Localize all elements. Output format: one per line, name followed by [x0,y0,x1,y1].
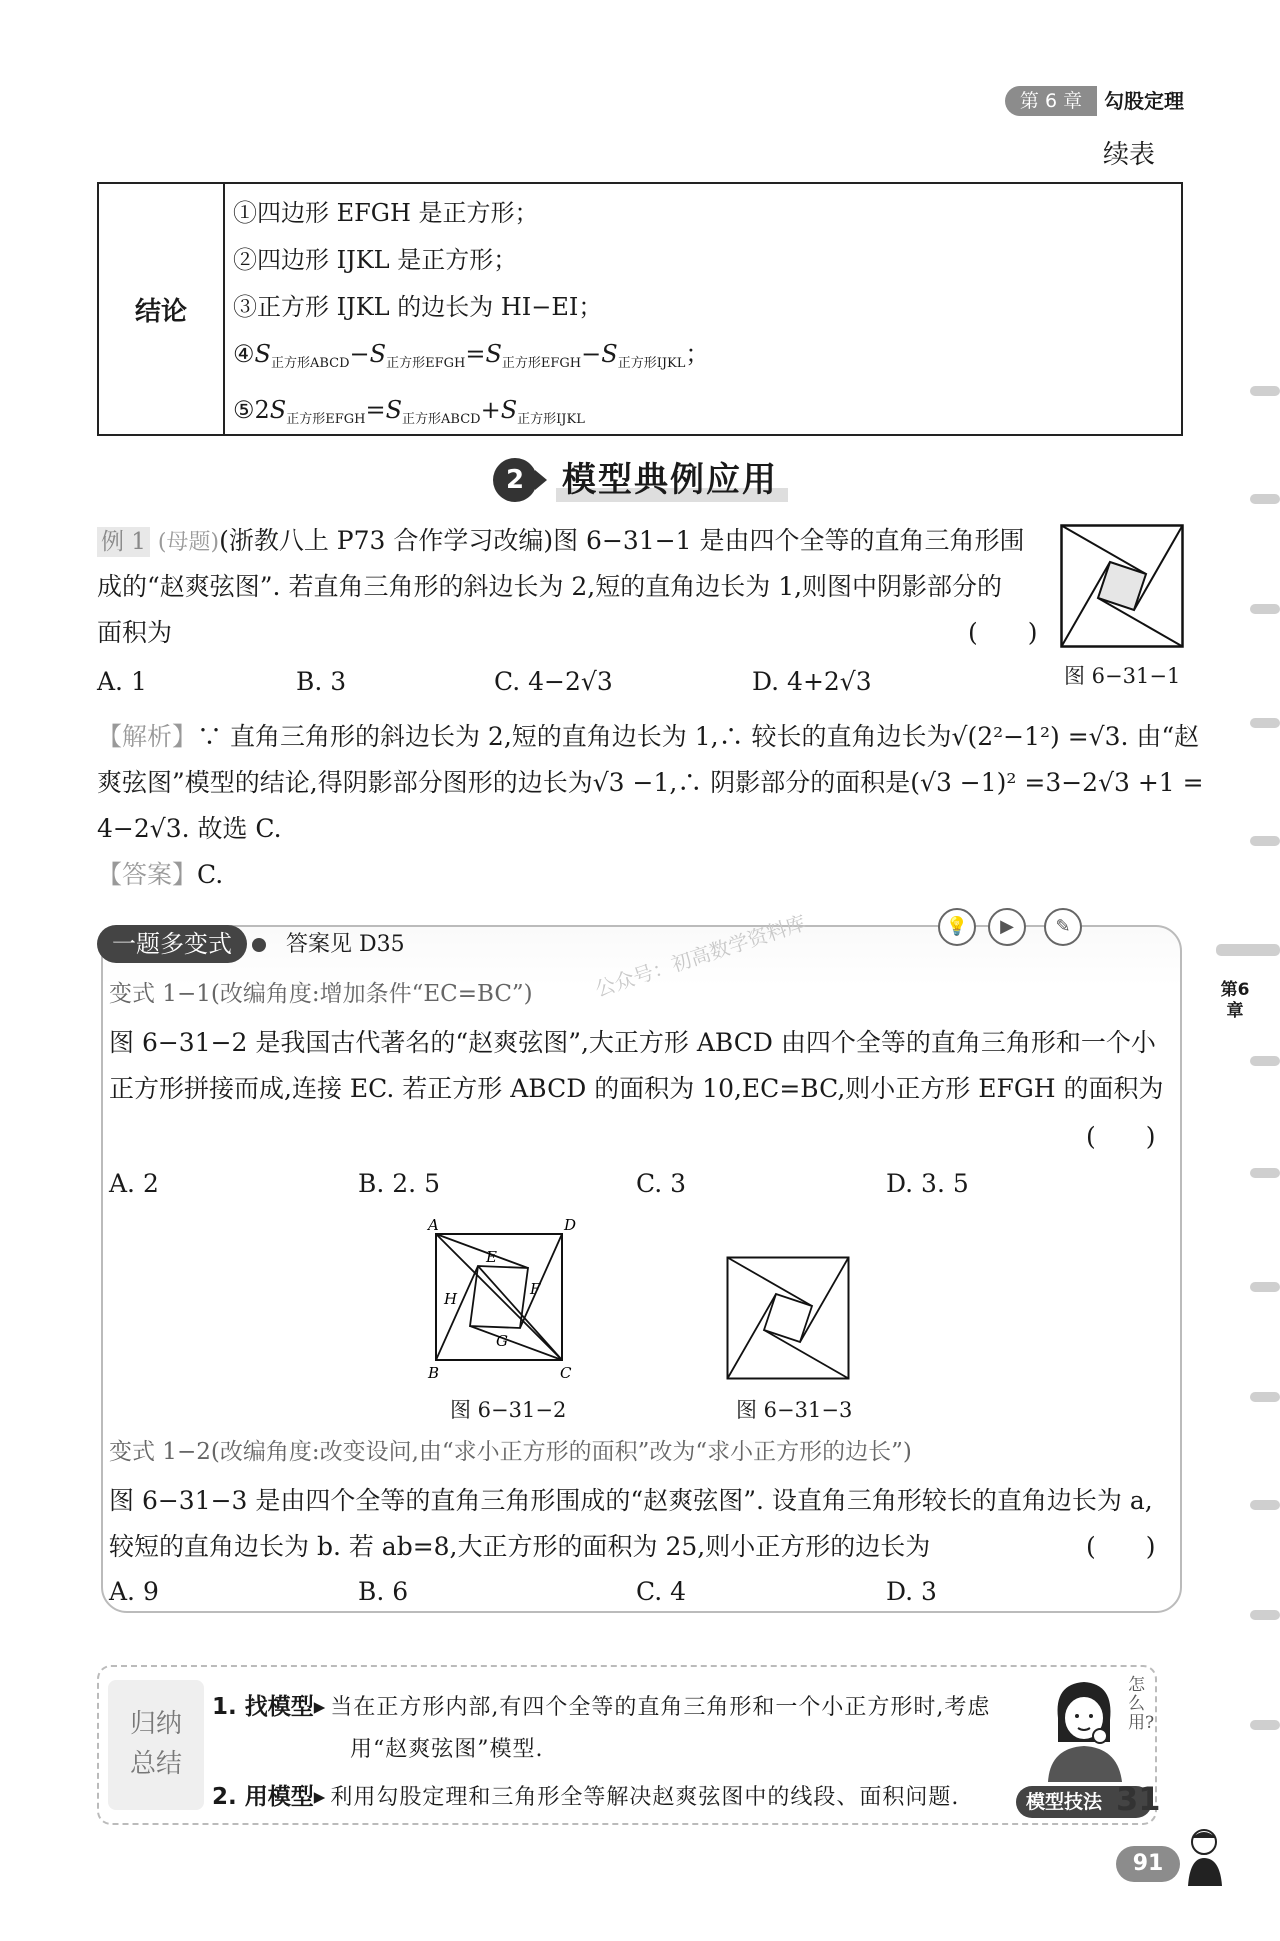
figure-6-31-2-caption: 图 6−31−2 [450,1398,567,1422]
example-choice-c: C. 4−2√3 [494,667,613,696]
example-tag: 例 1 [97,527,150,557]
variant-1-2-line-2: 较短的直角边长为 b. 若 ab=8,大正方形的面积为 25,则小正方形的边长为 [109,1532,931,1561]
summary-item-1-cont: 用“赵爽弦图”模型. [350,1737,544,1762]
section-title: 模型典例应用 [562,460,778,500]
edge-tab [1250,1720,1280,1730]
edge-tab [1250,1282,1280,1292]
fig2-label-f: F [530,1280,541,1298]
example-1-line-1: 例 1 (母题)(浙教八上 P73 合作学习改编)图 6−31−1 是由四个全等的直角三角形围 [97,518,1047,566]
variant-1-2-choice-d: D. 3 [886,1577,937,1606]
thinking-girl-avatar [1040,1672,1130,1782]
variant-1-2-choice-b: B. 6 [358,1577,409,1606]
example-choice-d: D. 4+2√3 [752,667,872,696]
edge-tab [1250,494,1280,504]
reading-kid-icon [1182,1826,1228,1886]
variant-1-1-line-1: 图 6−31−2 是我国古代著名的“赵爽弦图”,大正方形 ABCD 由四个全等的直角三角形和一个小 [109,1028,1156,1057]
example-source: (母题) [157,530,220,555]
variants-tag: 一题多变式 [97,925,247,963]
edge-tab [1250,1392,1280,1402]
fig2-label-b: B [428,1364,440,1382]
conclusion-item-3: ③正方形 IJKL 的边长为 HI−EI； [233,293,603,321]
conclusion-item-2: ②四边形 IJKL 是正方形； [233,246,518,274]
thinking-bubble-text: 怎么用? [1128,1675,1155,1733]
edge-tab [1250,1610,1280,1620]
variant-1-2-title: 变式 1−2(改编角度:改变设问,由“求小正方形的面积”改为“求小正方形的边长”) [109,1439,912,1465]
edge-tab [1250,836,1280,846]
conclusion-item-5: $⑤2S_{正方形EFGH}=S_{正方形ABCD}+S_{正方形IJKL}$ [233,396,585,427]
section-number: 2 [493,458,537,502]
variant-1-2-choice-c: C. 4 [636,1577,687,1606]
analysis-line-2: 爽弦图”模型的结论,得阴影部分图形的边长为√3 −1,∴ 阴影部分的面积是(√3 −1)² =3−2√3 +1 = [97,768,1204,797]
variant-1-2-choice-a: A. 9 [109,1577,159,1606]
conclusion-item-1: ①四边形 EFGH 是正方形； [233,199,539,227]
example-1-line-3: 面积为 [97,618,173,647]
variant-1-1-choice-a: A. 2 [109,1169,159,1198]
variant-1-2-paren: ( ) [1086,1532,1156,1561]
lightbulb-icon: 💡 [938,908,976,946]
variant-1-1-choice-c: C. 3 [636,1169,687,1198]
figure-6-31-1 [1060,524,1184,648]
page-number: 91 [1116,1846,1180,1882]
fig2-label-h: H [444,1290,458,1308]
figure-6-31-2 [420,1210,580,1390]
edge-tab [1250,604,1280,614]
conclusion-table [97,182,1183,436]
model-number: 31 [1116,1780,1161,1818]
example-1-paren: ( ) [968,618,1038,647]
edge-tab [1250,1056,1280,1066]
variant-1-1-choice-b: B. 2. 5 [358,1169,440,1198]
pencil-icon: ✎ [1044,908,1082,946]
variant-1-1-title: 变式 1−1(改编角度:增加条件“EC=BC”) [109,981,533,1007]
figure-6-31-3 [726,1256,850,1380]
edge-tab [1250,718,1280,728]
fig2-label-d: D [564,1216,577,1234]
variant-1-1-line-2: 正方形拼接而成,连接 EC. 若正方形 ABCD 的面积为 10,EC=BC,则小正方形 EFGH 的面积为 [109,1074,1164,1103]
edge-tab [1250,1500,1280,1510]
model-tag: 模型技法 [1016,1786,1152,1818]
edge-tab [1250,386,1280,396]
example-1-line-2: 成的“赵爽弦图”. 若直角三角形的斜边长为 2,短的直角边长为 1,则图中阴影部分的 [97,572,1003,601]
analysis-line-3: 4−2√3. 故选 C. [97,814,282,843]
edge-chapter-label: 第6章 [1220,980,1250,1021]
fig2-label-e: E [486,1248,497,1266]
fig2-label-a: A [428,1216,439,1234]
variant-1-1-paren: ( ) [1086,1122,1156,1151]
variant-1-1-choice-d: D. 3. 5 [886,1169,969,1198]
summary-item-2: 2. 用模型▸ 利用勾股定理和三角形全等解决赵爽弦图中的线段、面积问题. [212,1784,960,1810]
chapter-badge: 第 6 章 [1005,86,1097,116]
conclusion-label: 结论 [99,184,225,434]
summary-label: 归纳 总结 [108,1680,204,1810]
fig2-label-g: G [496,1332,508,1350]
conclusion-items [233,190,1171,443]
variants-answer-ref: 答案见 D35 [286,932,405,957]
figure-6-31-3-caption: 图 6−31−3 [736,1398,853,1422]
edge-tab [1250,1168,1280,1178]
fig2-label-c: C [560,1364,572,1382]
chapter-title: 勾股定理 [1104,89,1184,113]
figure-6-31-1-caption: 图 6−31−1 [1064,664,1181,688]
analysis-line-1: 【解析】∵ 直角三角形的斜边长为 2,短的直角边长为 1,∴ 较长的直角边长为√(2²−1²) =√3. 由“赵 [97,722,1200,751]
answer-line: 【答案】C. [97,860,224,889]
summary-item-1: 1. 找模型▸ 当在正方形内部,有四个全等的直角三角形和一个小正方形时,考虑 [212,1694,991,1720]
variant-1-2-line-1: 图 6−31−3 是由四个全等的直角三角形围成的“赵爽弦图”. 设直角三角形较长的直角边长为 a, [109,1486,1153,1515]
example-choice-a: A. 1 [97,667,147,696]
edge-tab-active [1216,944,1280,956]
conclusion-item-4: $④S_{正方形ABCD}-S_{正方形EFGH}=S_{正方形EFGH}-S_{正方形IJKL}$； [233,340,710,371]
variants-tag-dot [252,938,266,952]
table-continued-label: 续表 [1103,140,1156,170]
section-arrow-icon [535,470,547,490]
example-choice-b: B. 3 [296,667,347,696]
watermark: 公众号：初高数学资料库 [592,910,809,1002]
play-icon: ▶ [988,908,1026,946]
